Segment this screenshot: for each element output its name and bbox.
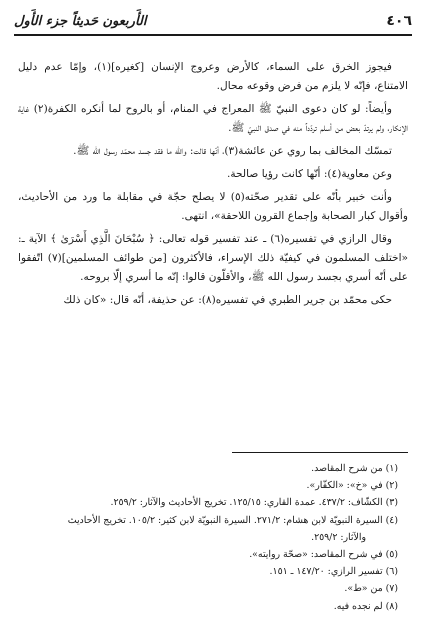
footnote: (١) من شرح المقاصد. (311, 463, 398, 474)
footnote: (٥) في شرح المقاصد: «صحّة روايته». (249, 549, 398, 561)
footnote-divider (232, 452, 408, 453)
running-title: الأَربعون حَديثاً جزء الأَول (14, 13, 147, 29)
paragraph: وعن معاوية(٤): أنّها كانت رؤيا صالحة. (226, 168, 392, 180)
footnotes (18, 460, 408, 615)
footnote-continuation: والآثار: ٢٥٩/٢. (311, 531, 366, 543)
footnote: (٣) الكشّاف: ٤٣٧/٢. عمدة القاري: ١٢٥/١٥. تخريج الأحاديث والآثار: ٢٥٩/٢. (110, 497, 398, 509)
page-number: ٤٠٦ (386, 13, 412, 29)
paragraph: وأيضاً: لو كان دعوى النبيّ ﷺ المعراج في المنام، أو بالروح لما أنكره الكفرة(٢) غاية الإنكار، ولم يرتدّ بعض من أسلم تردّداً منه في صدق النبيّ ﷺ. (18, 103, 408, 134)
footnote: (٤) السيرة النبويّة لابن هشام: ٢٧١/٢. السيرة النبويّة لابن كثير: ١٠٥/٢. تخريج الأحاديث (67, 514, 398, 526)
footnote: (٦) تفسير الرازي: ١٤٧/٢٠ ـ ١٥١. (269, 566, 398, 578)
page-header (14, 8, 412, 36)
paragraph: فيجوز الخرق على السماء، كالأرض وعروج الإنسان [كغيره](١)، وإمّا عدم دليل الامتناع، فإنّه لا يلزم من فرض وقوعه محال. (18, 61, 408, 92)
main-text (18, 58, 408, 314)
footnote: (٢) في «خ»: «الكفّار». (306, 480, 398, 492)
paragraph: تمسّك المخالف بما روي عن عائشة(٣)، أنّها قالت: والله ما فقد جسد محمّد رسول الله ﷺ. (73, 145, 392, 157)
footnote: (٨) لم نجده فيه. (333, 600, 398, 612)
footnote: (٧) من «ط». (344, 583, 398, 595)
paragraph: وقال الرازي في تفسيره(٦) ـ عند تفسير قوله تعالى: ﴿ سُبْحَانَ الَّذِي أَسْرَىٰ ﴾ الآية ـ: «اختلف المسلمون في كيفيّة ذلك الإسراء، فالأكثرون [من طوائف المسلمين](٧) اتّفقوا على أنّه أسري بجسد رسول الله ﷺ، والأقلّون قالوا: إنّه ما أسري إلّا بروحه. (18, 233, 408, 283)
paragraph: حكى محمّد بن جرير الطبري في تفسيره(٨): عن حذيفة، أنّه قال: «كان ذلك (63, 294, 392, 306)
paragraph: وأنت خبير بأنّه على تقدير صحّته(٥) لا يصلح حجّة في مقابلة ما ورد من الأحاديث، وأقوال كبار الصحابة وإجماع القرون اللاحقة»، انتهى. (18, 191, 408, 222)
